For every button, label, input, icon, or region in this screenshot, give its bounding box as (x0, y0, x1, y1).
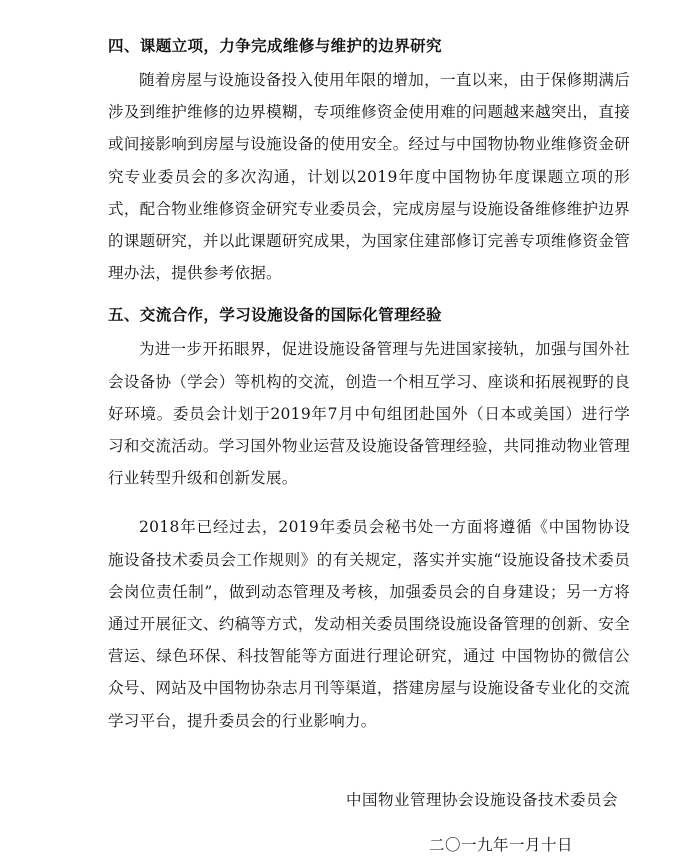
section-heading-five: 五、交流合作，学习设施设备的国际化管理经验 (108, 306, 442, 325)
section-five-paragraph-2: 2018年已经过去，2019年委员会秘书处一方面将遵循《中国物协设施设备技术委员会工作规则》的有关规定，落实并实施“设施设备技术委员会岗位责任制”，做到动态管理及考核，加强委员会的自身建设；另一方将通过开展征文、约稿等方式，发动相关委员围绕设施设备管理的创新、安全营运、绿色环保、科技智能等方面进行理论研究，通过 中国物协的微信公众号、网站及中国物协杂志月刊等渠道，搭建房屋与设施设备专业化的交流学习平台，提升委员会的行业影响力。 (108, 518, 630, 730)
section-heading-four: 四、课题立项，力争完成维修与维护的边界研究 (108, 37, 442, 55)
section-five-paragraph-1: 为进一步开拓眼界，促进设施设备管理与先进国家接轨，加强与国外社会设备协（学会）等机构的交流，创造一个相互学习、座谈和拓展视野的良好环境。委员会计划于2019年7月中旬组团赴国外（日本或美国）进行学习和交流活动。学习国外物业运营及设施设备管理经验，共同推动物业管理行业转型升级和创新发展。 (108, 340, 630, 488)
signature-block (108, 784, 630, 862)
section-four-paragraph-1: 随着房屋与设施设备投入使用年限的增加，一直以来，由于保修期满后涉及到维护维修的边界模糊，专项维修资金使用难的问题越来越突出，直接或间接影响到房屋与设施设备的使用安全。经过与中国物协物业维修资金研究专业委员会的多次沟通，计划以2019年度中国物协年度课题立项的形式，配合物业维修资金研究专业委员会，完成房屋与设施设备维修维护边界的课题研究，并以此课题研究成果，为国家住建部修订完善专项维修资金管理办法，提供参考依据。 (108, 71, 630, 283)
signature-organization: 中国物业管理协会设施设备技术委员会 (345, 790, 618, 809)
signature-date: 二〇一九年一月十日 (428, 835, 573, 854)
